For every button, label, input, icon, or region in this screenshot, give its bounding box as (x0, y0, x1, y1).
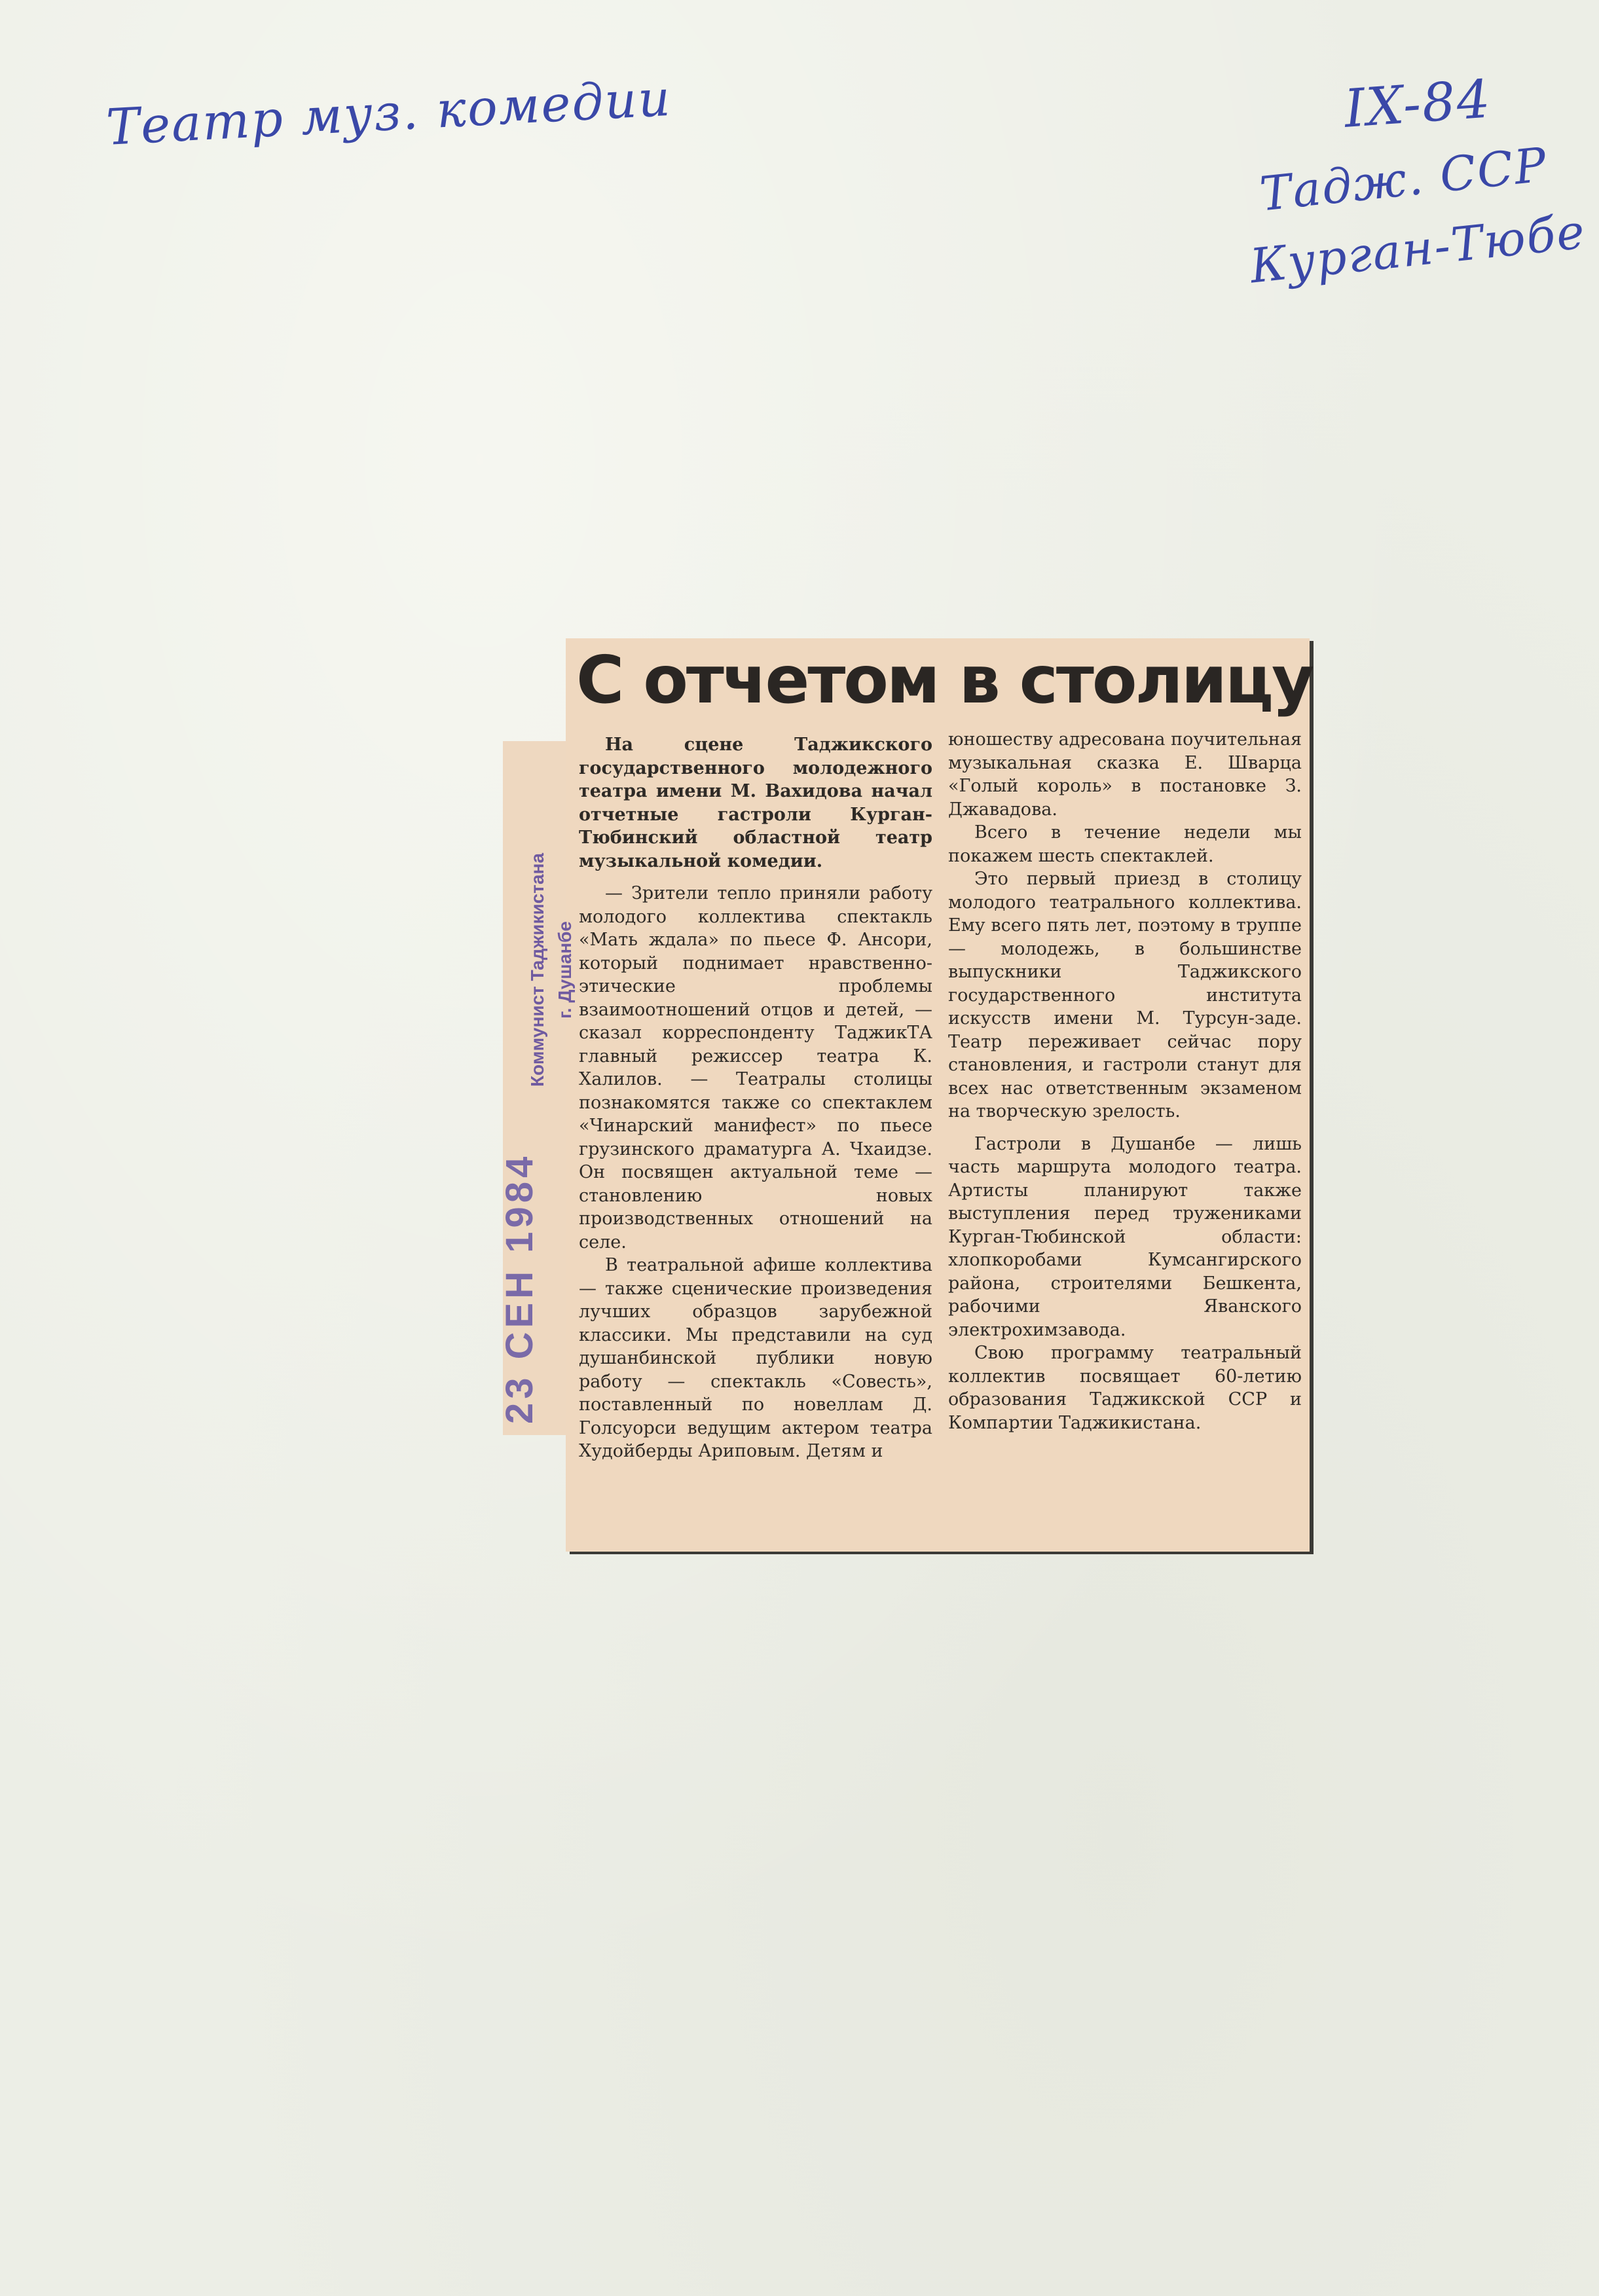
article-paragraph: Всего в течение недели мы покажем шесть спектаклей. (948, 822, 1302, 866)
article-lead-paragraph: На сцене Таджикского государственного молодежного театра имени М. Вахидова начал отчетные гастроли Курган-Тюбинский областной театр музыкальной комедии. (579, 735, 932, 871)
source-stamp-city: г. Душанбе (555, 921, 575, 1019)
article-left-column (579, 733, 932, 1463)
article-paragraph: В театральной афише коллектива — также сценические произведения лучших образцов зарубежной классики. Мы представили на суд душанбинской публики новую работу — спектакль «Совесть», поставленный по новеллам Д. Голсуорси ведущим актером театра Худойберды Ариповым. Детям и (579, 1255, 932, 1461)
handwritten-republic-note: Тадж. ССР (1257, 136, 1551, 222)
article-paragraph: Это первый приезд в столицу молодого театрального коллектива. Ему всего пять лет, поэтому в труппе — молодежь, в большинстве выпускники Таджикского государственного института искусств имени М. Турсун-заде. Театр переживает сейчас пору становления, и гастроли станут для всех нас ответственным экзаменом на творческую зрелость. (948, 869, 1302, 1121)
handwritten-topic-note: Театр муз. комедии (105, 68, 673, 156)
date-stamp: 23 СЕН 1984 (498, 1152, 541, 1424)
article-right-column (948, 728, 1302, 1434)
source-stamp (524, 853, 579, 1087)
article-paragraph: — Зрители тепло приняли работу молодого коллектива спектакль «Мать ждала» по пьесе Ф. Ансори, который поднимает нравственно-этические проблемы взаимоотношений отцов и детей, — сказал корреспонденту ТаджикТА главный режиссер театра К. Халилов. — Театралы столицы познакомятся также со спектаклем «Чинарский манифест» по пьесе грузинского драматурга А. Чхаидзе. Он посвящен актуальной теме — становлению новых производственных отношений на селе. (579, 883, 932, 1252)
handwritten-city-note: Курган-Тюбе (1247, 204, 1589, 294)
handwritten-date-note: IX-84 (1342, 68, 1494, 139)
article-paragraph: Свою программу театральный коллектив посвящает 60-летию образования Таджикской ССР и Компартии Таджикистана. (948, 1343, 1302, 1433)
article-paragraph: Гастроли в Душанбе — лишь часть маршрута молодого театра. Артисты планируют также выступления перед тружениками Курган-Тюбинской области: хлопкоробами Кумсангирского района, строителями Бешкента, рабочими Яванского электрохимзавода. (948, 1133, 1302, 1340)
source-stamp-newspaper: Коммунист Таджикистана (527, 852, 547, 1087)
article-headline: С отчетом в столицу (576, 642, 1313, 718)
article-paragraph: юношеству адресована поучительная музыкальная сказка Е. Шварца «Голый король» в постановке З. Джавадова. (948, 729, 1302, 820)
